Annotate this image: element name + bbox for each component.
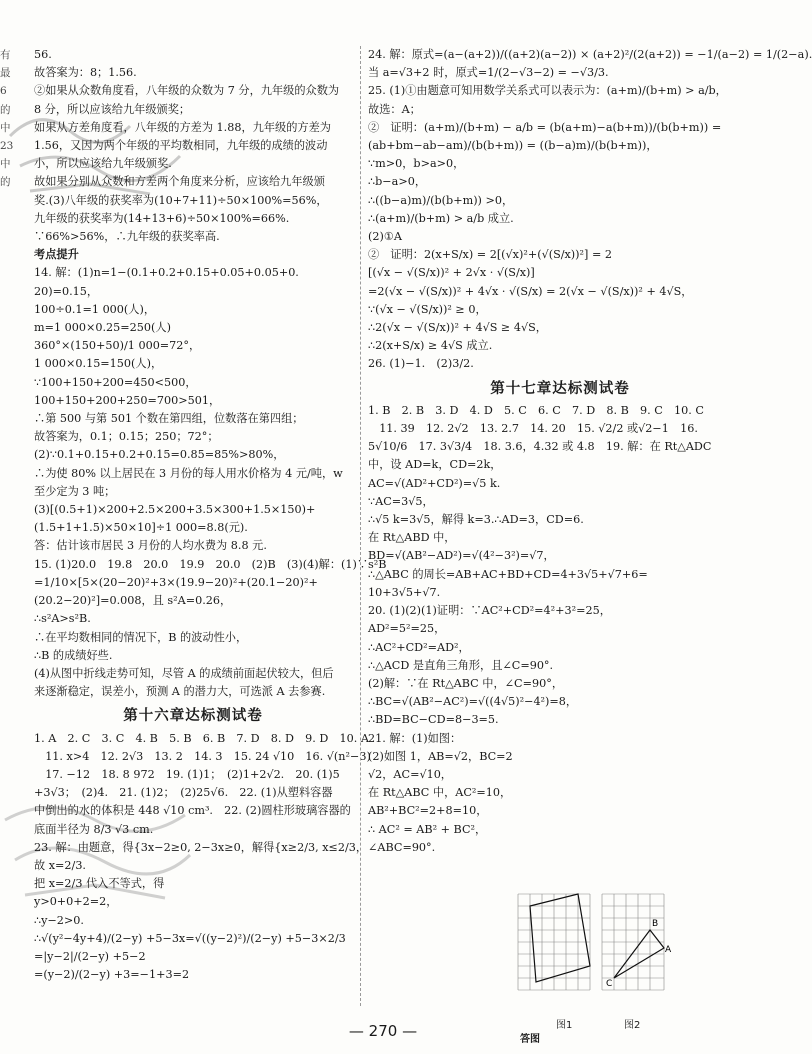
text-line: ∴(a+m)/(b+m) > a/b 成立. <box>368 211 514 225</box>
right-column-part1 <box>368 46 812 374</box>
text-line: BD=√(AB²−AD²)=√(4²−3²)=√7， <box>368 549 555 563</box>
text-line: (1.5+1+1.5)×50×10]÷1 000=8.8(元). <box>34 521 248 535</box>
text-line: 答：估计该市居民 3 月份的人均水费为 8.8 元. <box>34 539 267 553</box>
text-line: ② 证明：2(x+S/x) = 2[(√x)²+(√(S/x))²] = 2 <box>368 248 612 262</box>
text-line: ∴为使 80% 以上居民在 3 月份的每人用水价格为 4 元/吨，w <box>34 466 343 480</box>
text-line: =|y−2|/(2−y) +5−2 <box>34 949 146 963</box>
text-line: 14. 解：(1)n=1−(0.1+0.2+0.15+0.05+0.05+0. <box>34 266 299 280</box>
text-line: 1. A 2. C 3. C 4. B 5. B 6. B 7. D 8. D 9. D 10. A <box>34 731 369 745</box>
text-line: 故 x=2/3. <box>34 858 86 872</box>
chapter16-title: 第十六章达标测试卷 <box>123 708 263 725</box>
text-line: 11. x>4 12. 2√3 13. 2 14. 3 15. 24 √10 16. √(n²−3) <box>34 749 371 763</box>
text-line: 23. 解：由题意，得{3x−2≥0, 2−3x≥0，解得{x≥2/3, x≤2/3， <box>34 840 368 854</box>
text-line: 奖.(3)八年级的获奖率为(10+7+11)÷50×100%=56%， <box>34 193 328 207</box>
text-line: AC=√(AD²+CD²)=√5 k. <box>368 476 501 490</box>
text-line: ∴√5 k=3√5，解得 k=3.∴AD=3，CD=6. <box>368 513 584 527</box>
text-line: 20. (1)(2)(1)证明：∵AC²+CD²=4²+3²=25， <box>368 604 611 618</box>
text-line: ∵100+150+200=450<500， <box>34 375 197 389</box>
answer-figures <box>518 886 672 1014</box>
right-column-part2 <box>368 402 752 857</box>
text-line: (2)①A <box>368 230 402 244</box>
text-line: =2(√x − √(S/x))² + 4√x · √(S/x) = 2(√x − √(S/x))² + 4√S， <box>368 284 693 298</box>
text-line: =1/10×[5×(20−20)²+3×(19.9−20)²+(20.1−20)²+ <box>34 575 318 589</box>
text-line: ∠ABC=90°. <box>368 840 436 854</box>
text-line: 中 <box>0 121 11 134</box>
text-line: ∴BC=√(AB²−AC²)=√((4√5)²−4²)=8， <box>368 695 578 709</box>
text-line: ∴第 500 与第 501 个数在第四组，位数落在第四组； <box>34 412 304 426</box>
text-line: ∴b−a>0， <box>368 175 427 189</box>
text-line: 至少定为 3 吨； <box>34 484 116 498</box>
text-line: 小，所以应该给九年级颁奖. <box>34 157 172 171</box>
text-line: 8 分，所以应该给九年级颁奖； <box>34 102 191 116</box>
watermark-stamp-2 <box>0 790 200 910</box>
text-line: ②如果从众数角度看，八年级的众数为 7 分，九年级的众数为 <box>34 84 340 98</box>
label-a: A <box>665 945 672 955</box>
text-line: 25. (1)①由题意可知用数学关系式可以表示为：(a+m)/(b+m) > a/b， <box>368 84 727 98</box>
text-line: ∴AC²+CD²=AD²， <box>368 640 470 654</box>
text-line: ∴B 的成绩好些. <box>34 648 113 662</box>
column-divider <box>360 46 361 1006</box>
text-line: ② 证明：(a+m)/(b+m) − a/b = (b(a+m)−a(b+m))/(b(b+m)) = <box>368 120 722 134</box>
text-line: 当 a=√3+2 时，原式=1/(2−√3−2) = −√3/3. <box>368 66 609 80</box>
text-line: [(√x − √(S/x))² + 2√x · √(S/x)] <box>368 266 535 280</box>
text-line: 故如果分别从众数和方差两个角度来分析，应该给九年级颁 <box>34 175 325 189</box>
figure1-caption: 图1 <box>556 1020 573 1031</box>
text-line: 中，设 AD=k，CD=2k， <box>368 458 502 472</box>
text-line: ∴BD=BC−CD=8−3=5. <box>368 713 499 727</box>
text-line: (3)[(0.5+1)×200+2.5×200+3.5×300+1.5×150)+ <box>34 503 316 517</box>
text-line: 17. −12 18. 8 972 19. (1)1； (2)1+2√2. 20. (1)5 <box>34 767 340 781</box>
text-line: 56. <box>34 48 52 61</box>
text-line: 把 x=2/3 代入不等式，得 <box>34 877 165 891</box>
label-b: B <box>652 919 659 929</box>
text-line: 100÷0.1=1 000(人)， <box>34 302 156 316</box>
text-line: 1 000×0.15=150(人)， <box>34 357 163 371</box>
text-line: 的 <box>0 103 11 116</box>
text-line: 1.56，又因为两个年级的平均数相同，九年级的成绩的波动 <box>34 139 328 153</box>
text-line: 6 <box>0 85 7 98</box>
text-line: √2，AC=√10， <box>368 767 452 781</box>
text-line: 5√10/6 17. 3√3/4 18. 3.6，4.32 或 4.8 19. 解：在 Rt△ADC <box>368 440 712 454</box>
text-line: ∵(√x − √(S/x))² ≥ 0， <box>368 302 487 316</box>
text-line: +3√3； (2)4. 21. (1)2； (2)25√6. 22. (1)从塑料容器 <box>34 786 333 800</box>
text-line: 如果从方差角度看，八年级的方差为 1.88，九年级的方差为 <box>34 120 331 134</box>
page-number: — 270 — <box>348 1022 418 1040</box>
text-line: 26. (1)−1. (2)3/2. <box>368 357 474 371</box>
text-line: 11. 39 12. 2√2 13. 2.7 14. 20 15. √2/2 或√2−1 16. <box>368 422 698 436</box>
text-line: (2)如图 1，AB=√2，BC=2 <box>368 749 513 763</box>
text-line: ∵AC=3√5， <box>368 494 434 508</box>
text-line: ∵66%>56%，∴九年级的获奖率高. <box>34 230 220 244</box>
text-line: 最 <box>0 67 11 80</box>
text-line: 故答案为，0.1；0.15；250；72°； <box>34 430 219 444</box>
text-line: ∴y−2>0. <box>34 913 84 927</box>
text-line: 20)=0.15， <box>34 284 99 298</box>
text-line: 100+150+200+250=700>501， <box>34 393 221 407</box>
text-line: 在 Rt△ABC 中，AC²=10， <box>368 786 512 800</box>
text-line: 中 <box>0 158 11 171</box>
text-line: ∴2(√x − √(S/x))² + 4√S ≥ 4√S， <box>368 321 547 335</box>
text-line: y>0+0+2=2， <box>34 895 118 909</box>
text-line: 24. 解：原式=(a−(a+2))/((a+2)(a−2)) × (a+2)²/(2(a+2)) = −1/(a−2) = 1/(2−a). <box>368 48 812 61</box>
text-line: (4)从图中折线走势可知，尽管 A 的成绩前面起伏较大，但后 <box>34 666 334 680</box>
figures-caption: 答图 <box>520 1034 540 1045</box>
text-line: 故选：A； <box>368 102 421 116</box>
text-line: ∴在平均数相同的情况下，B 的波动性小， <box>34 630 248 644</box>
text-line: 有 <box>0 49 11 61</box>
text-line: 15. (1)20.0 19.8 20.0 19.9 20.0 (2)B (3)(4)解：(1)∵s²B <box>34 557 387 571</box>
text-line: ∴√(y²−4y+4)/(2−y) +5−3x=√((y−2)²)/(2−y) +5−3×2/3 <box>34 931 346 945</box>
figure2-caption: 图2 <box>624 1020 641 1031</box>
text-line: (2)解：∵在 Rt△ABC 中，∠C=90°， <box>368 676 564 690</box>
text-line: 中倒出的水的体积是 448 √10 cm³. 22. (2)圆柱形玻璃容器的 <box>34 804 351 818</box>
text-line: 故答案为：8；1.56. <box>34 66 137 80</box>
text-line: ∴ AC² = AB² + BC²， <box>368 822 487 836</box>
text-line: m=1 000×0.25=250(人) <box>34 321 171 335</box>
text-line: 考点提升 <box>34 248 79 262</box>
text-line: 10+3√5+√7. <box>368 585 441 599</box>
text-line: (ab+bm−ab−am)/(b(b+m)) = ((b−a)m)/(b(b+m))， <box>368 139 658 153</box>
text-line: 1. B 2. B 3. D 4. D 5. C 6. C 7. D 8. B 9. C 10. C <box>368 403 704 417</box>
text-line: ∴2(x+S/x) ≥ 4√S 成立. <box>368 339 493 353</box>
text-line: (2)∵0.1+0.15+0.2+0.15=0.85=85%>80%， <box>34 448 285 462</box>
text-line: 360°×(150+50)/1 000=72°， <box>34 339 201 353</box>
watermark-stamp <box>0 96 200 206</box>
text-line: 九年级的获奖率为(14+13+6)÷50×100%=66%. <box>34 211 290 225</box>
text-line: ∴((b−a)m)/(b(b+m)) >0， <box>368 193 514 207</box>
figure2-grid <box>602 894 664 990</box>
text-line: 来逐渐稳定，误差小，预测 A 的潜力大，可选派 A 去参赛. <box>34 685 326 699</box>
chapter17-title: 第十七章达标测试卷 <box>490 380 630 397</box>
text-line: 在 Rt△ABD 中， <box>368 531 456 545</box>
text-line: 的 <box>0 176 11 189</box>
text-line: (20.2−20)²]=0.008，且 s²A=0.26， <box>34 594 232 608</box>
text-line: ∵m>0，b>a>0， <box>368 157 465 171</box>
text-line: 底面半径为 8/3 √3 cm. <box>34 822 154 836</box>
text-line: 23 <box>0 140 14 153</box>
text-line: ∴△ABC 的周长=AB+AC+BD+CD=4+3√5+√7+6= <box>368 567 648 581</box>
text-line: =(y−2)/(2−y) +3=−1+3=2 <box>34 968 190 982</box>
text-line: ∴△ACD 是直角三角形，且∠C=90°. <box>368 658 554 672</box>
figure1-square <box>530 894 590 982</box>
text-line: 21. 解：(1)如图： <box>368 731 462 745</box>
right-column <box>368 46 812 857</box>
text-line: AD²=5²=25， <box>368 622 446 636</box>
label-c: C <box>606 979 613 989</box>
text-line: AB²+BC²=2+8=10， <box>368 804 488 818</box>
figure1-grid <box>518 894 590 990</box>
text-line: ∴s²A>s²B. <box>34 612 91 626</box>
